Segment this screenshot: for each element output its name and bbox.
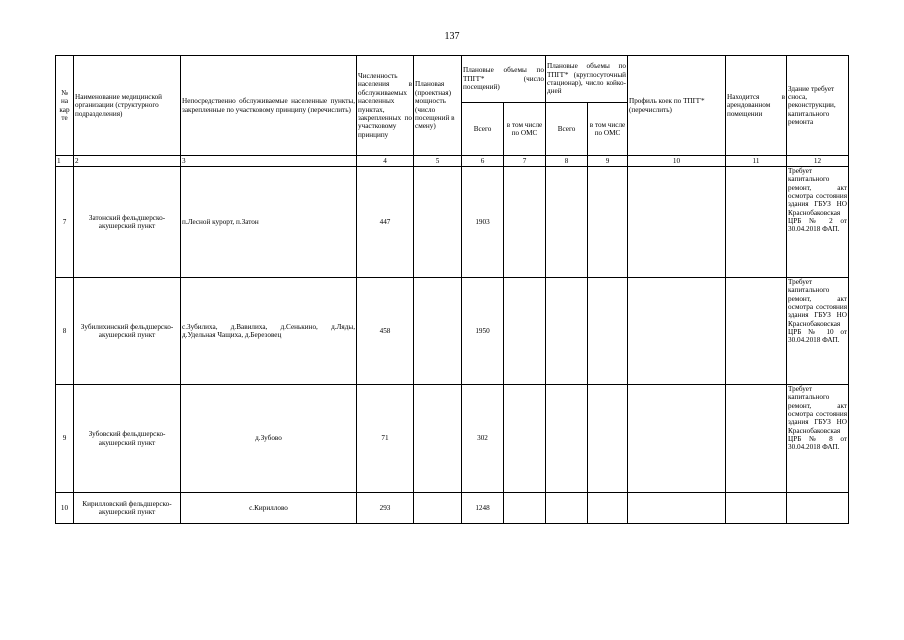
page-number: 137	[444, 31, 460, 42]
bed-profile	[628, 278, 726, 385]
column-number: 9	[588, 156, 628, 167]
column-number: 6	[462, 156, 504, 167]
row-number: 7	[56, 167, 74, 278]
population: 447	[357, 167, 414, 278]
rented	[726, 278, 787, 385]
visits-oms	[504, 493, 546, 524]
facility-name: Кирилловский фельдшерско-акушерский пункт	[74, 493, 181, 524]
rented	[726, 167, 787, 278]
settlements: п.Лесной курорт, п.Затон	[181, 167, 357, 278]
header-col-building: Здание требует сноса, реконструкции, капитального ремонта	[787, 56, 849, 156]
beddays-total	[546, 167, 588, 278]
visits-oms	[504, 167, 546, 278]
header-col-beddays: Плановые объемы по ТПГГ* (круглосуточный стационар), число койко-дней	[546, 56, 628, 103]
population: 71	[357, 385, 414, 493]
rented	[726, 493, 787, 524]
facility-name: Зубилихинский фельдшерско-акушерский пункт	[74, 278, 181, 385]
settlements: с.Зубилиха, д.Вавилиха, д.Сенькино, д.Ляды, д.Удельная Чащиха, д.Березовец	[181, 278, 357, 385]
bed-profile	[628, 385, 726, 493]
column-number: 3	[181, 156, 357, 167]
column-number: 1	[56, 156, 74, 167]
table-row	[56, 167, 849, 278]
header-col-visits: Плановые объемы по ТПГГ* (число посещений)	[462, 56, 546, 103]
header-col-bed-profile: Профиль коек по ТПГГ* (перечислить)	[628, 56, 726, 156]
column-number: 12	[787, 156, 849, 167]
row-number: 9	[56, 385, 74, 493]
header-col-name: Наименование медицинской организации (структурного подразделения)	[74, 56, 181, 156]
table-row	[56, 493, 849, 524]
header-col-number: № на кар те	[56, 56, 74, 156]
header-visits-oms: в том числе по ОМС	[504, 103, 546, 156]
population: 458	[357, 278, 414, 385]
column-number: 2	[74, 156, 181, 167]
settlements: д.Зубово	[181, 385, 357, 493]
header-row-1	[56, 56, 849, 103]
visits-total: 1950	[462, 278, 504, 385]
bed-profile	[628, 493, 726, 524]
facility-name: Зубовский фельдшерско-акушерский пункт	[74, 385, 181, 493]
beddays-oms	[588, 278, 628, 385]
row-number: 10	[56, 493, 74, 524]
header-col-settlements: Непосредственно обслуживаемые населенные пункты, закрепленные по участковому принципу (перечислить)	[181, 56, 357, 156]
header-col-rented: Находится в арендованном помещении	[726, 56, 787, 156]
visits-oms	[504, 278, 546, 385]
column-number: 5	[414, 156, 462, 167]
column-number: 8	[546, 156, 588, 167]
header-visits-total: Всего	[462, 103, 504, 156]
visits-total: 1248	[462, 493, 504, 524]
header-col-capacity: Плановая (проектная) мощность (число посещений в смену)	[414, 56, 462, 156]
capacity	[414, 167, 462, 278]
bed-profile	[628, 167, 726, 278]
capacity	[414, 278, 462, 385]
table-row	[56, 278, 849, 385]
beddays-oms	[588, 493, 628, 524]
column-number: 4	[357, 156, 414, 167]
capacity	[414, 493, 462, 524]
column-numbers-row	[56, 156, 849, 167]
building-status	[787, 493, 849, 524]
column-number: 11	[726, 156, 787, 167]
settlements: с.Кириллово	[181, 493, 357, 524]
header-beddays-oms: в том числе по ОМС	[588, 103, 628, 156]
column-number: 10	[628, 156, 726, 167]
building-status: Требует капитального ремонт, акт осмотра состояния здания ГБУЗ НО Краснобаковская ЦРБ № 2 от 30.04.2018 ФАП.	[787, 167, 849, 278]
table-row	[56, 385, 849, 493]
population: 293	[357, 493, 414, 524]
visits-oms	[504, 385, 546, 493]
beddays-total	[546, 385, 588, 493]
capacity	[414, 385, 462, 493]
beddays-total	[546, 278, 588, 385]
column-number: 7	[504, 156, 546, 167]
beddays-total	[546, 493, 588, 524]
beddays-oms	[588, 167, 628, 278]
visits-total: 1903	[462, 167, 504, 278]
facilities-table	[55, 55, 849, 524]
rented	[726, 385, 787, 493]
building-status: Требует капитального ремонт, акт осмотра состояния здания ГБУЗ НО Краснобаковская ЦРБ № 8 от 30.04.2018 ФАП.	[787, 385, 849, 493]
visits-total: 302	[462, 385, 504, 493]
header-col-population: Численность населения в обслуживаемых населенных пунктах, закрепленных по участковому принципу	[357, 56, 414, 156]
header-beddays-total: Всего	[546, 103, 588, 156]
facility-name: Затонский фельдшерско-акушерский пункт	[74, 167, 181, 278]
beddays-oms	[588, 385, 628, 493]
row-number: 8	[56, 278, 74, 385]
building-status: Требует капитального ремонт, акт осмотра состояния здания ГБУЗ НО Краснобаковская ЦРБ № 10 от 30.04.2018 ФАП.	[787, 278, 849, 385]
